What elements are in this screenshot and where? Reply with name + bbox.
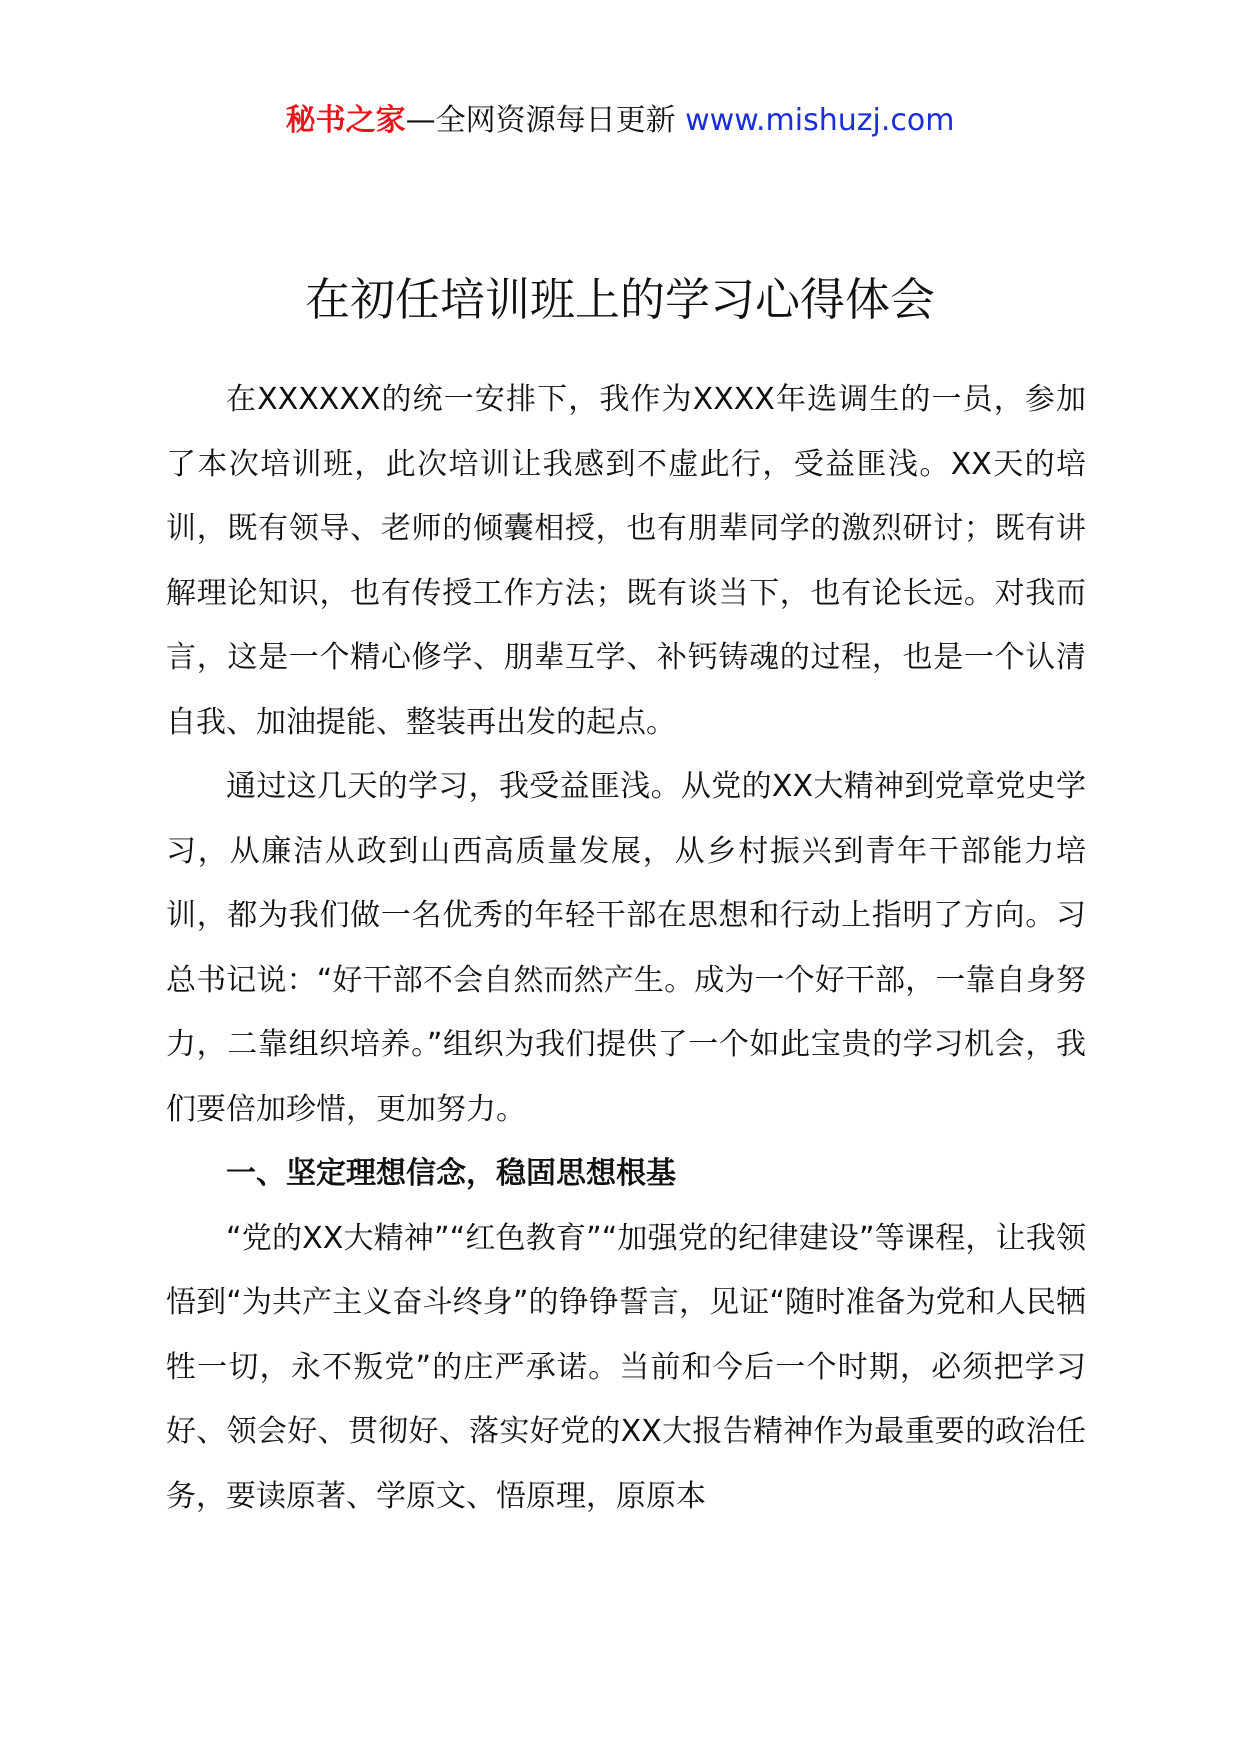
document-body — [166, 368, 1086, 1529]
section-1-paragraph: “党的XX大精神”“红色教育”“加强党的纪律建设”等课程，让我领悟到“为共产主义奋斗终身”的铮铮誓言，见证“随时准备为党和人民牺牲一切，永不叛党”的庄严承诺。当前和今后一个时期，必须把学习好、领会好、贯彻好、落实好党的XX大报告精神作为最重要的政治任务，要读原著、学原文、悟原理，原原本 — [166, 1220, 1086, 1514]
brand-name: 秘书之家 — [285, 103, 406, 138]
paragraph-learning: 通过这几天的学习，我受益匪浅。从党的XX大精神到党章党史学习，从廉洁从政到山西高质量发展，从乡村振兴到青年干部能力培训，都为我们做一名优秀的年轻干部在思想和行动上指明了方向。习总书记说：“好干部不会自然而然产生。成为一个好干部，一靠自身努力，二靠组织培养。”组织为我们提供了一个如此宝贵的学习机会，我们要倍加珍惜，更加努力。 — [166, 769, 1086, 1127]
site-header — [0, 98, 1240, 144]
header-tagline: —全网资源每日更新 — [405, 103, 686, 138]
paragraph-intro: 在XXXXXX的统一安排下，我作为XXXX年选调生的一员，参加了本次培训班，此次培训让我感到不虚此行，受益匪浅。XX天的培训，既有领导、老师的倾囊相授，也有朋辈同学的激烈研讨；既有讲解理论知识，也有传授工作方法；既有谈当下，也有论长远。对我而言，这是一个精心修学、朋辈互学、补钙铸魂的过程，也是一个认清自我、加油提能、整装再出发的起点。 — [166, 382, 1086, 740]
site-url-link[interactable]: www.mishuzj.com — [685, 103, 955, 138]
section-heading-1: 一、坚定理想信念，稳固思想根基 — [226, 1156, 676, 1191]
document-title: 在初任培训班上的学习心得体会 — [304, 273, 935, 326]
